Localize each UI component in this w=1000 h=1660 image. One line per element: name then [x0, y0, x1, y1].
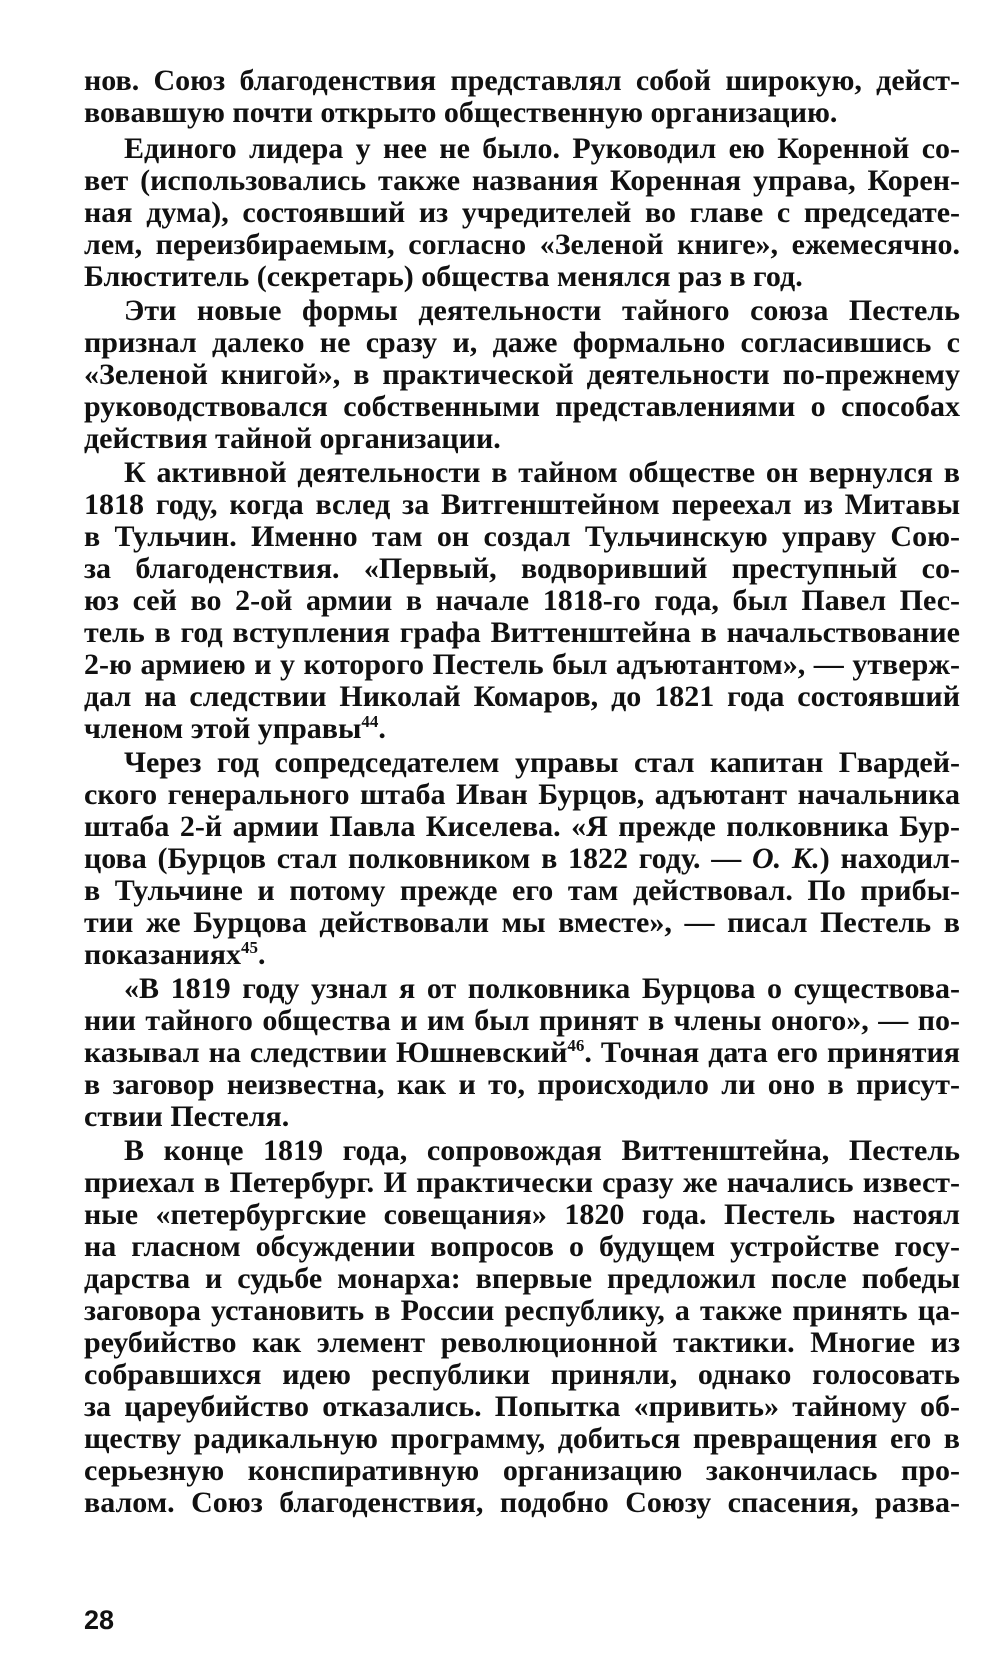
text-line: Эти новые формы деятельности тайного союза Пестель [124, 294, 960, 327]
text-line: тии же Бурцова действовали мы вместе», — писал Пестель в [84, 906, 960, 939]
text-line: лем, переизбираемым, согласно «Зеленой книге», ежемесячно. [84, 228, 960, 261]
text-line: заговора установить в России республику, а также принять ца- [84, 1294, 960, 1327]
text-line: за цареубийство отказались. Попытка «привить» тайному об- [84, 1390, 960, 1423]
text-line: признал далеко не сразу и, даже формально согласившись с [84, 326, 960, 359]
text-line: Блюститель (секретарь) общества менялся раз в год. [84, 260, 803, 293]
text-line: ского генерального штаба Иван Бурцов, адъютант начальника [84, 778, 960, 811]
footnote-marker: 44 [361, 712, 379, 731]
text-line: юз сей во 2-ой армии в начале 1818-го года, был Павел Пес- [84, 584, 960, 617]
text-line: нии тайного общества и им был принят в члены оного», — по- [84, 1004, 960, 1037]
text-line: реубийство как элемент революционной тактики. Многие из [84, 1326, 960, 1359]
text-line: приехал в Петербург. И практически сразу же начались извест- [84, 1166, 960, 1199]
text-line: В конце 1819 года, сопровождая Виттенштейна, Пестель [124, 1134, 960, 1167]
text-line: «В 1819 году узнал я от полковника Бурцова о существова- [124, 972, 960, 1005]
footnote-marker: 45 [240, 938, 258, 957]
footnote-marker: 46 [567, 1036, 585, 1055]
text-line: валом. Союз благоденствия, подобно Союзу спасения, разва- [84, 1486, 960, 1519]
text-line: ные «петербургские совещания» 1820 года. Пестель настоял [84, 1198, 960, 1231]
text-line: собравшихся идею республики приняли, однако голосовать [84, 1358, 960, 1391]
text-segment: членом этой управы [84, 712, 362, 745]
text-line: серьезную конспиративную организацию закончилась про- [84, 1454, 960, 1487]
text-line: тель в год вступления графа Виттенштейна в начальствование [84, 616, 960, 649]
text-line: за благоденствия. «Первый, водворивший преступный со- [84, 552, 960, 585]
text-segment: показаниях [84, 938, 241, 971]
text-segment: казывал на следствии Юшневский [84, 1036, 568, 1069]
text-line: ствии Пестеля. [84, 1100, 290, 1133]
text-line: вовавшую почти открыто общественную организацию. [84, 96, 838, 129]
page-number: 28 [84, 1605, 115, 1635]
text-line [84, 710, 960, 748]
text-line: в Тульчин. Именно там он создал Тульчинскую управу Сою- [84, 520, 960, 553]
text-segment: . Точная дата его принятия [584, 1036, 960, 1069]
text-line [84, 936, 960, 974]
text-line: «Зеленой книгой», в практической деятельности по-прежнему [84, 358, 960, 391]
text-line: в Тульчине и потому прежде его там действовал. По прибы- [84, 874, 960, 907]
text-segment: . [257, 938, 266, 971]
text-line: 1818 году, когда вслед за Витгенштейном переехал из Митавы [84, 488, 960, 521]
text-line: вет (использовались также названия Коренная управа, Корен- [84, 164, 960, 197]
text-line: ная дума), состоявший из учредителей во главе с председате- [84, 196, 960, 229]
text-line: действия тайной организации. [84, 422, 501, 455]
text-line: 2-ю армиею и у которого Пестель был адъютантом», — утверж- [84, 648, 960, 681]
text-line: на гласном обсуждении вопросов о будущем устройстве госу- [84, 1230, 960, 1263]
text-line: штаба 2-й армии Павла Киселева. «Я прежде полковника Бур- [84, 810, 960, 843]
text-line: руководствовался собственными представлениями о способах [84, 390, 960, 423]
author-initials: О. К. [751, 842, 820, 875]
text-segment: . [378, 712, 386, 745]
text-segment: цова (Бурцов стал полковником в 1822 году. — [84, 842, 752, 875]
text-segment: ) находил- [819, 842, 961, 875]
text-line: дарства и судьбе монарха: впервые предложил после победы [84, 1262, 960, 1295]
text-line: ществу радикальную программу, добиться превращения его в [84, 1422, 960, 1455]
text-line: дал на следствии Николай Комаров, до 1821 года состоявший [84, 680, 960, 713]
text-line: Единого лидера у нее не было. Руководил ею Коренной со- [124, 132, 960, 165]
text-line: Через год сопредседателем управы стал капитан Гвардей- [124, 746, 960, 779]
text-line: в заговор неизвестна, как и то, происходило ли оно в присут- [84, 1068, 960, 1101]
text-line: К активной деятельности в тайном обществе он вернулся в [124, 456, 960, 489]
text-line: нов. Союз благоденствия представлял собой широкую, дейст- [84, 64, 960, 97]
